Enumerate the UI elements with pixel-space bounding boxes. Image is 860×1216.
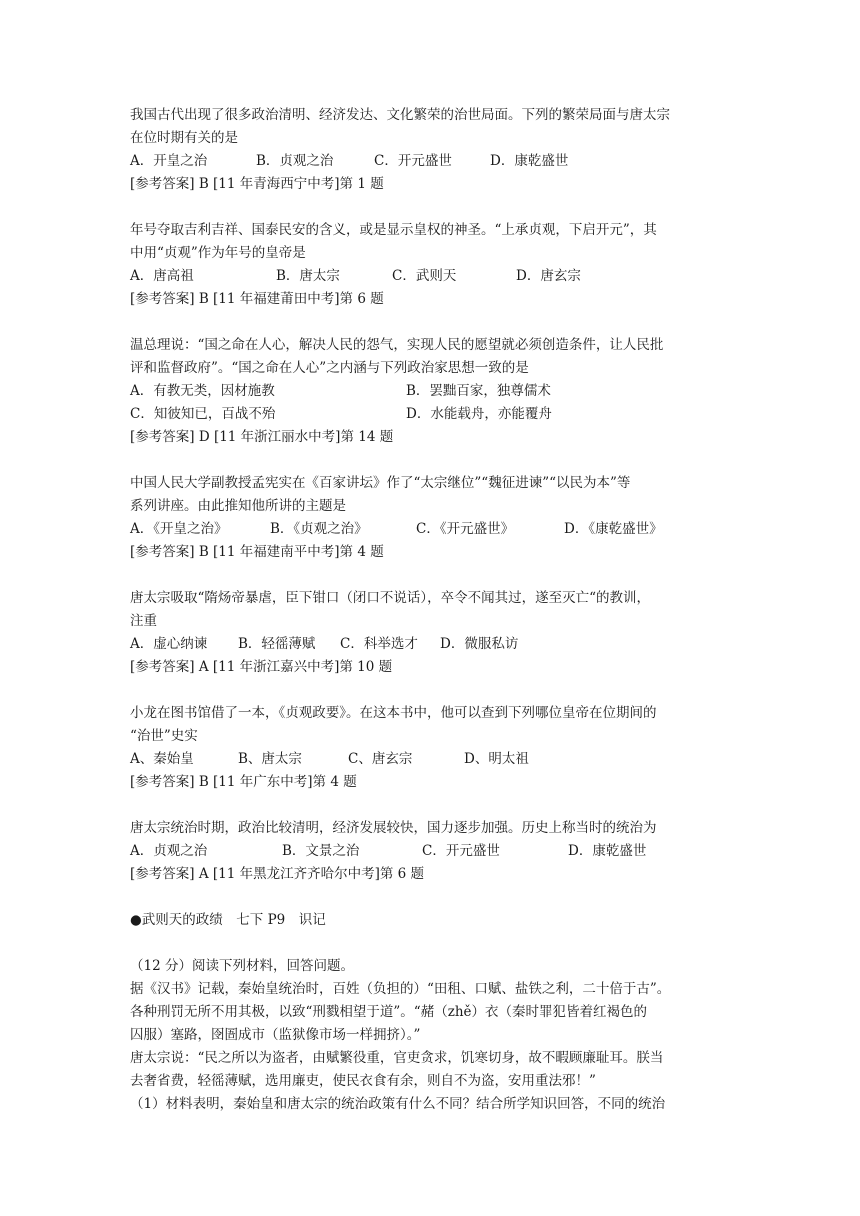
material-line: 据《汉书》记载，秦始皇统治时，百姓（负担的）“田租、口赋、盐铁之利，二十倍于古”。: [130, 981, 671, 997]
question-stem-line: 小龙在图书馆借了一本，《贞观政要》。在这本书中，他可以查到下列哪位皇帝在位期间的: [130, 705, 657, 721]
question-stem-line: 在位时期有关的是: [130, 130, 238, 146]
material-line: 各种刑罚无所不用其极，以致“刑戮相望于道”。“赭（zhě）衣（秦时罪犯皆着红褐色的: [130, 1004, 648, 1020]
option: A、秦始皇: [130, 751, 194, 767]
question-stem-line: 注重: [130, 613, 157, 629]
section-heading: ●武则天的政绩 七下 P9 识记: [130, 912, 326, 928]
option: C、唐玄宗: [348, 751, 413, 767]
option: D．唐玄宗: [516, 268, 581, 284]
question-stem-line: 系列讲座。由此推知他所讲的主题是: [130, 498, 346, 514]
options-row: [130, 748, 740, 771]
option: D．康乾盛世: [568, 843, 647, 859]
option: A．开皇之治: [130, 153, 208, 169]
option: D．微服私访: [440, 636, 519, 652]
option: D．水能载舟，亦能覆舟: [406, 406, 552, 422]
question-stem-line: 温总理说：“国之命在人心，解决人民的怨气，实现人民的愿望就必须创造条件，让人民批: [130, 337, 664, 353]
answer-line: [参考答案] D [11 年浙江丽水中考]第 14 题: [130, 429, 394, 445]
option: A．贞观之治: [130, 843, 208, 859]
option: D．康乾盛世: [490, 153, 569, 169]
answer-line: [参考答案] A [11 年黑龙江齐齐哈尔中考]第 6 题: [130, 866, 425, 882]
question-stem-line: 中用“贞观”作为年号的皇帝是: [130, 245, 306, 261]
question-block: [130, 472, 740, 564]
question-block: [130, 334, 740, 449]
options-row: [130, 265, 740, 288]
option: C．《开元盛世》: [416, 521, 515, 537]
option: A．唐高祖: [130, 268, 194, 284]
option: B．唐太宗: [276, 268, 340, 284]
option: B．罢黜百家，独尊儒术: [406, 383, 551, 399]
question-stem-line: “治世”史实: [130, 728, 198, 744]
material-line: 唐太宗说：“民之所以为盗者，由赋繁役重，官吏贪求，饥寒切身，故不暇顾廉耻耳。朕当: [130, 1050, 664, 1066]
option: C．科举选才: [340, 636, 418, 652]
option: B．贞观之治: [256, 153, 334, 169]
question-stem-line: 评和监督政府”。“国之命在人心”之内涵与下列政治家思想一致的是: [130, 360, 529, 376]
answer-line: [参考答案] B [11 年广东中考]第 4 题: [130, 774, 357, 790]
question-stem-line: 我国古代出现了很多政治清明、经济发达、文化繁荣的治世局面。下列的繁荣局面与唐太宗: [130, 107, 670, 123]
options-row: [130, 633, 740, 656]
answer-line: [参考答案] A [11 年浙江嘉兴中考]第 10 题: [130, 659, 393, 675]
material-line: 去奢省费，轻徭薄赋，选用廉吏，使民衣食有余，则自不为盗，安用重法邪！”: [130, 1073, 596, 1089]
material-line: （12 分）阅读下列材料，回答问题。: [130, 958, 354, 974]
option: D、明太祖: [464, 751, 529, 767]
answer-line: [参考答案] B [11 年福建南平中考]第 4 题: [130, 544, 384, 560]
question-stem-line: 唐太宗吸取“隋炀帝暴虐，臣下钳口（闭口不说话），卒令不闻其过，遂至灭亡“的教训，: [130, 590, 651, 606]
material-question: [130, 955, 740, 1116]
options-row: [130, 380, 740, 403]
option: D．《康乾盛世》: [564, 521, 663, 537]
options-row: [130, 150, 740, 173]
option: B．轻徭薄赋: [238, 636, 316, 652]
option: A．虚心纳谏: [130, 636, 208, 652]
question-stem-line: 唐太宗统治时期，政治比较清明，经济发展较快，国力逐步加强。历史上称当时的统治为: [130, 820, 657, 836]
option: B．《贞观之治》: [270, 521, 368, 537]
question-block: [130, 702, 740, 794]
option: C．武则天: [392, 268, 457, 284]
material-line: 囚服）塞路，囹圄成市（监狱像市场一样拥挤）。”: [130, 1027, 421, 1043]
question-stem-line: 年号夺取吉利吉祥、国泰民安的含义，或是显示皇权的神圣。“上承贞观，下启开元”，其: [130, 222, 657, 238]
option: A．有教无类，因材施教: [130, 383, 275, 399]
question-block: [130, 219, 740, 311]
options-row: [130, 840, 740, 863]
question-stem-line: 中国人民大学副教授孟宪实在《百家讲坛》作了“太宗继位”“魏征进谏”“以民为本”等: [130, 475, 631, 491]
options-row: [130, 518, 740, 541]
option: C．知彼知已，百战不殆: [130, 406, 276, 422]
option: A．《开皇之治》: [130, 521, 228, 537]
document-page: [130, 104, 740, 1116]
options-row: [130, 403, 740, 426]
question-block: [130, 817, 740, 886]
question-block: [130, 104, 740, 196]
answer-line: [参考答案] B [11 年福建莆田中考]第 6 题: [130, 291, 384, 307]
option: C．开元盛世: [422, 843, 500, 859]
option: B、唐太宗: [238, 751, 302, 767]
material-line: （1）材料表明，秦始皇和唐太宗的统治政策有什么不同？结合所学知识回答，不同的统治: [130, 1096, 666, 1112]
option: C．开元盛世: [374, 153, 452, 169]
question-block: [130, 587, 740, 679]
option: B．文景之治: [282, 843, 360, 859]
answer-line: [参考答案] B [11 年青海西宁中考]第 1 题: [130, 176, 384, 192]
